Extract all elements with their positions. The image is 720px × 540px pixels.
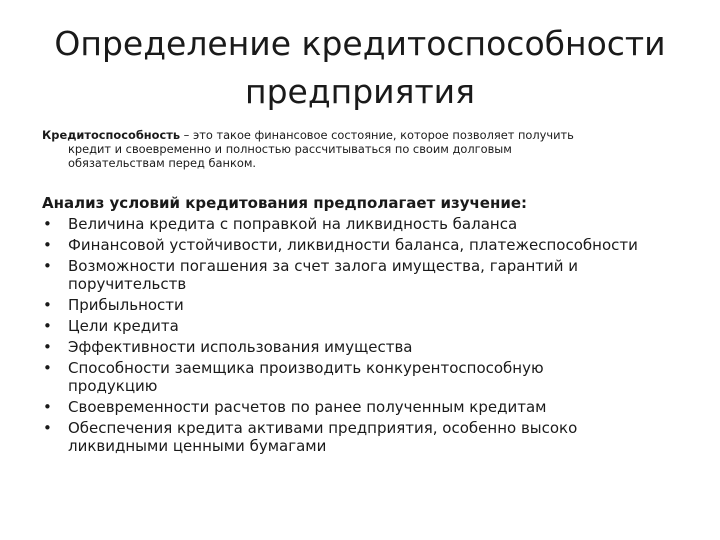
bullet-icon: • xyxy=(43,296,52,314)
list-item xyxy=(42,397,692,418)
definition-text-line-3: обязательствам перед банком. xyxy=(68,156,257,170)
definition-text-line-2: кредит и своевременно и полностью рассчитываться по своим долговым xyxy=(68,142,512,156)
list-item xyxy=(42,256,692,295)
list-item xyxy=(42,316,692,337)
slide-title xyxy=(30,20,690,116)
bullet-icon: • xyxy=(43,338,52,356)
list-item-text-continued: продукцию xyxy=(68,377,158,395)
bullet-icon: • xyxy=(43,359,52,377)
list-item-text: Цели кредита xyxy=(68,317,179,335)
bullet-icon: • xyxy=(43,236,52,254)
list-item xyxy=(42,235,692,256)
bullet-icon: • xyxy=(43,419,52,437)
list-item xyxy=(42,358,692,397)
definition-term: Кредитоспособность xyxy=(42,128,181,142)
definition-text-line-1: – это такое финансовое состояние, которое позволяет получить xyxy=(180,128,574,142)
list-item-text: Возможности погашения за счет залога имущества, гарантий и xyxy=(68,257,579,275)
list-item xyxy=(42,295,692,316)
list-item xyxy=(42,337,692,358)
bullet-icon: • xyxy=(43,317,52,335)
bullet-icon: • xyxy=(43,215,52,233)
bullet-icon: • xyxy=(43,257,52,275)
list-item-text: Способности заемщика производить конкурентоспособную xyxy=(68,359,544,377)
list-item-text: Обеспечения кредита активами предприятия, особенно высоко xyxy=(68,419,578,437)
analysis-section xyxy=(42,193,692,457)
list-item-text: Финансовой устойчивости, ликвидности баланса, платежеспособности xyxy=(68,236,638,254)
list-item-text: Эффективности использования имущества xyxy=(68,338,413,356)
list-item-text-continued: ликвидными ценными бумагами xyxy=(68,437,327,455)
list-item-text: Величина кредита с поправкой на ликвидность баланса xyxy=(68,215,518,233)
analysis-heading: Анализ условий кредитования предполагает изучение: xyxy=(42,194,528,212)
bullet-icon: • xyxy=(43,398,52,416)
list-item-text: Прибыльности xyxy=(68,296,184,314)
list-item xyxy=(42,214,692,235)
definition-paragraph xyxy=(42,128,682,170)
list-item xyxy=(42,418,692,457)
list-item-text: Своевременности расчетов по ранее полученным кредитам xyxy=(68,398,547,416)
title-line-2: предприятия xyxy=(245,72,475,111)
title-line-1: Определение кредитоспособности xyxy=(54,24,666,63)
analysis-list xyxy=(42,214,692,457)
list-item-text-continued: поручительств xyxy=(68,275,187,293)
